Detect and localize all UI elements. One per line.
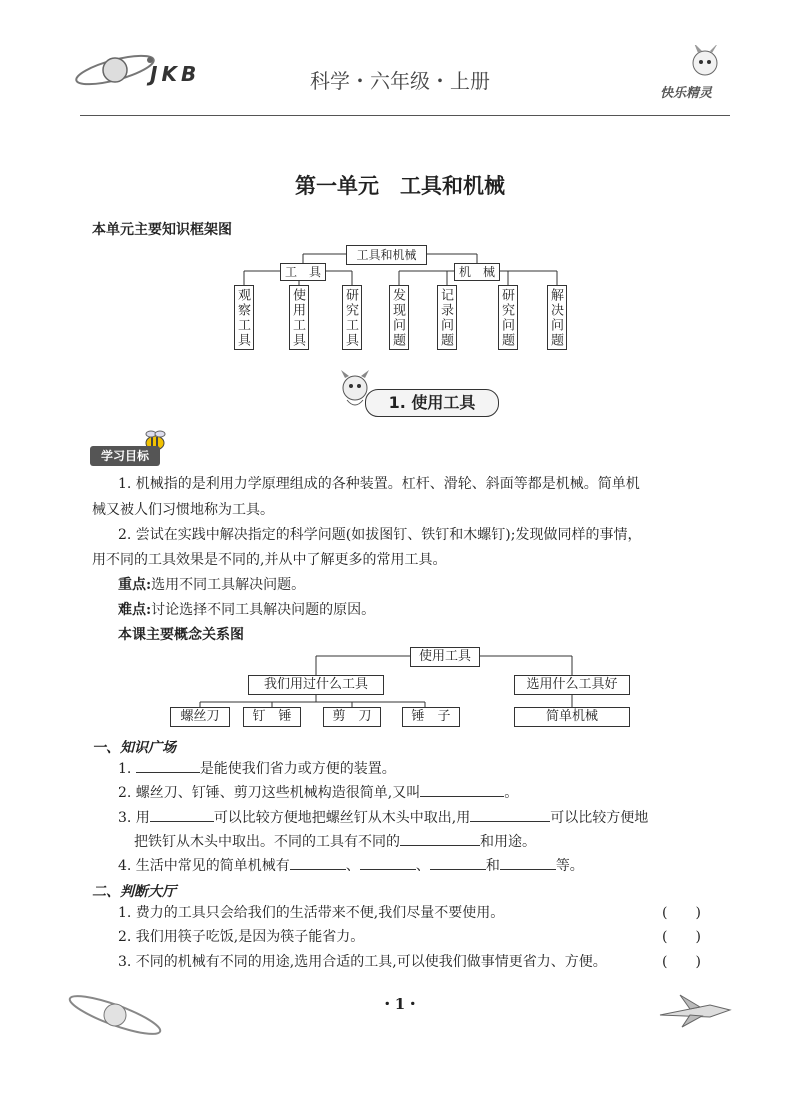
concept-root: 使用工具 bbox=[410, 647, 480, 667]
objective-1-line1: 1. 机械指的是利用力学原理组成的各种装置。杠杆、滑轮、斜面等都是机械。简单机 bbox=[118, 476, 640, 492]
framework-group-machines: 机 械 bbox=[454, 263, 500, 281]
concept-branch-tools-used: 我们用过什么工具 bbox=[248, 675, 384, 695]
judge-item-3: 3. 不同的机械有不同的用途,选用合适的工具,可以使我们做事情更省力、方便。 bbox=[118, 954, 607, 970]
judge-answer-2[interactable]: ( ) bbox=[662, 929, 701, 945]
framework-item: 发现问题 bbox=[389, 285, 409, 350]
q4-end: 等。 bbox=[555, 858, 584, 874]
concept-map-label: 本课主要概念关系图 bbox=[118, 627, 244, 643]
q1-text: 是能使我们省力或方便的装置。 bbox=[199, 761, 396, 777]
q3-text-a: 可以比较方便地把螺丝钉从木头中取出,用 bbox=[213, 810, 471, 826]
q2-text: 2. 螺丝刀、钉锤、剪刀这些机械构造很简单,又叫 bbox=[118, 785, 421, 801]
q4-sep: 、 bbox=[345, 858, 360, 874]
judge-item-1: 1. 费力的工具只会给我们的生活带来不便,我们尽量不要使用。 bbox=[118, 905, 505, 921]
judge-item-2: 2. 我们用筷子吃饭,是因为筷子能省力。 bbox=[118, 929, 365, 945]
q3-blank-c[interactable] bbox=[400, 830, 480, 846]
framework-item: 使用工具 bbox=[289, 285, 309, 350]
judge-answer-1[interactable]: ( ) bbox=[662, 905, 701, 921]
q1-number: 1. bbox=[118, 761, 132, 777]
objectives-badge: 学习目标 bbox=[90, 446, 160, 466]
q4-text: 4. 生活中常见的简单机械有 bbox=[118, 858, 290, 874]
difficulty-text: 讨论选择不同工具解决问题的原因。 bbox=[151, 602, 376, 618]
concept-branch-tool-choice: 选用什么工具好 bbox=[514, 675, 630, 695]
objective-2-line2: 用不同的工具效果是不同的,并从中了解更多的常用工具。 bbox=[92, 552, 447, 568]
framework-item: 解决问题 bbox=[547, 285, 567, 350]
unit-title: 第一单元 工具和机械 bbox=[295, 173, 505, 198]
lesson-title: 1. 使用工具 bbox=[365, 389, 499, 417]
brand-text: 快乐精灵 bbox=[660, 86, 713, 101]
header-logo: JKB bbox=[150, 62, 201, 86]
framework-item: 观察工具 bbox=[234, 285, 254, 350]
concept-item: 钉 锤 bbox=[243, 707, 301, 727]
q3-blank-b[interactable] bbox=[470, 806, 550, 822]
q4-blank-4[interactable] bbox=[500, 854, 556, 870]
space-shuttle-icon bbox=[650, 985, 740, 1035]
q3-text-b: 可以比较方便地 bbox=[550, 810, 649, 826]
concept-item: 螺丝刀 bbox=[170, 707, 230, 727]
q3-number: 3. 用 bbox=[118, 810, 150, 826]
section1-title: 一、知识广场 bbox=[92, 740, 176, 756]
q4-blank-2[interactable] bbox=[360, 854, 416, 870]
section2-title: 二、判断大厅 bbox=[92, 884, 176, 900]
q4-blank-1[interactable] bbox=[290, 854, 346, 870]
judge-answer-3[interactable]: ( ) bbox=[662, 954, 701, 970]
q4-blank-3[interactable] bbox=[430, 854, 486, 870]
concept-item-simple-machine: 简单机械 bbox=[514, 707, 630, 727]
concept-item: 锤 子 bbox=[402, 707, 460, 727]
q1-blank[interactable] bbox=[136, 757, 200, 773]
q4-and: 和 bbox=[485, 858, 500, 874]
key-point-text: 选用不同工具解决问题。 bbox=[151, 577, 306, 593]
concept-map-connectors bbox=[0, 640, 800, 730]
framework-item: 记录问题 bbox=[437, 285, 457, 350]
key-point-label: 重点: bbox=[118, 577, 152, 593]
q2-end: 。 bbox=[504, 785, 519, 801]
framework-group-tools: 工 具 bbox=[280, 263, 326, 281]
q3-line2-a: 把铁钉从木头中取出。不同的工具有不同的 bbox=[134, 834, 400, 850]
difficulty-label: 难点: bbox=[118, 602, 152, 618]
concept-item: 剪 刀 bbox=[323, 707, 381, 727]
header-title: 科学・六年级・上册 bbox=[310, 69, 490, 93]
objective-2-line1: 2. 尝试在实践中解决指定的科学问题(如拔图钉、铁钉和木螺钉);发现做同样的事情， bbox=[118, 527, 642, 543]
framework-item: 研究工具 bbox=[342, 285, 362, 350]
objective-1-line2: 械又被人们习惯地称为工具。 bbox=[92, 502, 274, 518]
q2-blank[interactable] bbox=[420, 781, 504, 797]
framework-label: 本单元主要知识框架图 bbox=[92, 222, 232, 238]
q3-line2-b: 和用途。 bbox=[480, 834, 536, 850]
framework-root: 工具和机械 bbox=[346, 245, 427, 265]
q3-blank-a[interactable] bbox=[150, 806, 214, 822]
q4-sep: 、 bbox=[415, 858, 430, 874]
page-number: ・1・ bbox=[379, 995, 421, 1013]
framework-item: 研究问题 bbox=[498, 285, 518, 350]
